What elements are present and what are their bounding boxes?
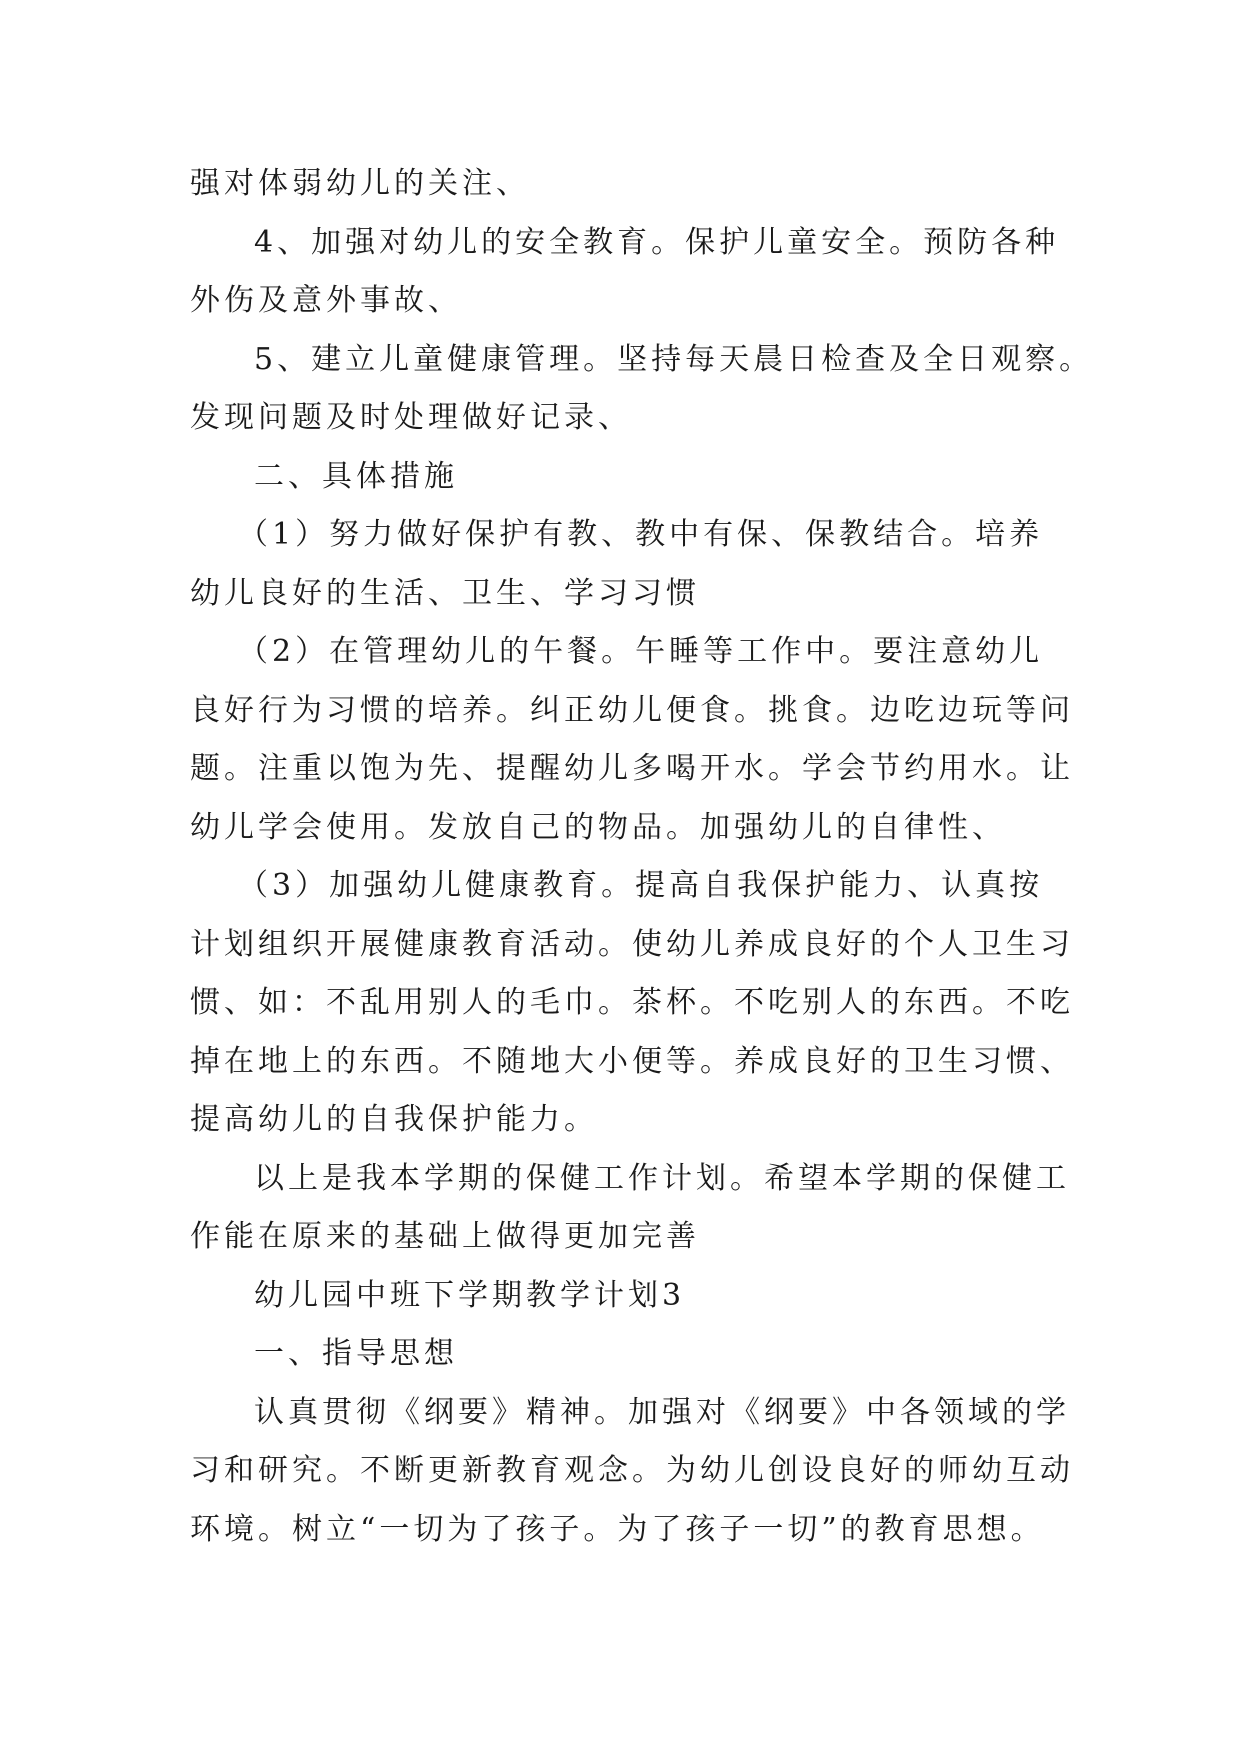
- text-line: （1）努力做好保护有教、教中有保、保教结合。培养: [238, 517, 1044, 552]
- document-body: [190, 155, 1094, 1559]
- text-line: 外伤及意外事故、: [190, 283, 462, 318]
- section-heading: 一、指导思想: [254, 1336, 458, 1371]
- text-line: 发现问题及时处理做好记录、: [190, 400, 632, 435]
- text-line: 掉在地上的东西。不随地大小便等。养成良好的卫生习惯、: [190, 1043, 1074, 1079]
- text-line: 惯、如：不乱用别人的毛巾。茶杯。不吃别人的东西。不吃: [190, 985, 1074, 1020]
- text-line: （2）在管理幼儿的午餐。午睡等工作中。要注意幼儿: [238, 634, 1044, 669]
- text-line: 良好行为习惯的培养。纠正幼儿便食。挑食。边吃边玩等问: [190, 692, 1074, 728]
- text-line: 幼儿良好的生活、卫生、学习习惯: [190, 575, 700, 611]
- text-line: 作能在原来的基础上做得更加完善: [190, 1219, 700, 1254]
- text-line: 计划组织开展健康教育活动。使幼儿养成良好的个人卫生习: [190, 926, 1074, 962]
- text-line: 题。注重以饱为先、提醒幼儿多喝开水。学会节约用水。让: [190, 751, 1074, 786]
- text-line: （3）加强幼儿健康教育。提高自我保护能力、认真按: [238, 868, 1044, 903]
- text-line: 提高幼儿的自我保护能力。: [190, 1102, 598, 1137]
- document-subtitle: 幼儿园中班下学期教学计划3: [254, 1277, 686, 1313]
- text-line: 认真贯彻《纲要》精神。加强对《纲要》中各领域的学: [254, 1394, 1070, 1430]
- section-heading: 二、具体措施: [254, 458, 458, 494]
- text-line: 4、加强对幼儿的安全教育。保护儿童安全。预防各种: [254, 224, 1060, 260]
- text-line: 习和研究。不断更新教育观念。为幼儿创设良好的师幼互动: [190, 1453, 1074, 1488]
- text-line: 以上是我本学期的保健工作计划。希望本学期的保健工: [254, 1160, 1070, 1196]
- text-line: 环境。树立“一切为了孩子。为了孩子一切”的教育思想。: [190, 1511, 1045, 1547]
- text-line: 强对体弱幼儿的关注、: [190, 166, 530, 201]
- text-line: 5、建立儿童健康管理。坚持每天晨日检查及全日观察。: [254, 341, 1094, 377]
- text-line: 幼儿学会使用。发放自己的物品。加强幼儿的自律性、: [190, 809, 1006, 845]
